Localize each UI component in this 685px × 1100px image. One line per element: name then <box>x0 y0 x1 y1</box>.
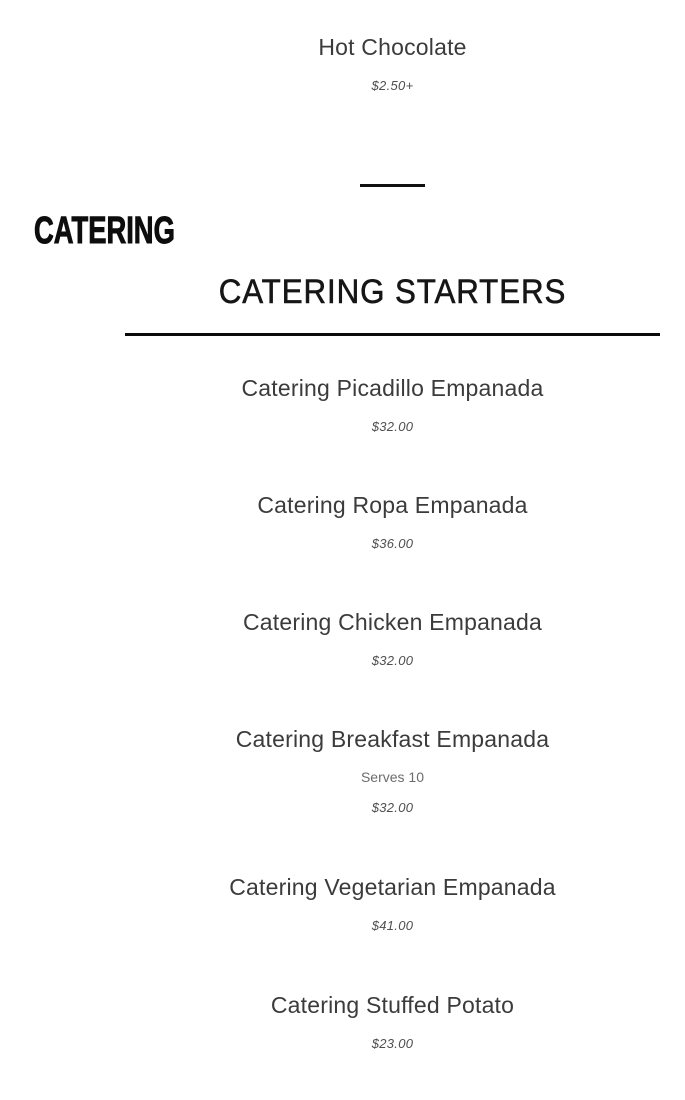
menu-item-name[interactable]: Catering Vegetarian Empanada <box>229 874 556 900</box>
menu-item-price: $23.00 <box>371 1036 414 1051</box>
section-end-divider <box>360 184 425 187</box>
menu-item <box>125 990 660 1052</box>
menu-item-price: $2.50+ <box>371 78 414 93</box>
menu-item-name[interactable]: Catering Picadillo Empanada <box>241 375 544 401</box>
section-title: CATERING STARTERS <box>218 273 567 311</box>
menu-item-price: $36.00 <box>371 536 414 551</box>
menu-item-name[interactable]: Catering Chicken Empanada <box>242 609 543 635</box>
menu-item-price: $32.00 <box>371 419 414 434</box>
menu-item-name[interactable]: Catering Ropa Empanada <box>257 492 528 518</box>
menu-item-name[interactable]: Hot Chocolate <box>318 34 467 60</box>
menu-item-name[interactable]: Catering Breakfast Empanada <box>235 726 550 752</box>
menu-item <box>125 32 660 94</box>
menu-item-price: $41.00 <box>371 918 414 933</box>
menu-item <box>125 373 660 435</box>
menu-group-title: CATERING <box>34 210 175 252</box>
menu-item <box>125 607 660 669</box>
menu-item-price: $32.00 <box>371 653 414 668</box>
menu-item <box>125 490 660 552</box>
menu-item <box>125 872 660 934</box>
section-rule <box>125 333 660 336</box>
menu-item-price: $32.00 <box>371 800 414 815</box>
menu-item <box>125 724 660 816</box>
menu-item-name[interactable]: Catering Stuffed Potato <box>270 992 515 1018</box>
menu-item-description: Serves 10 <box>360 769 425 785</box>
